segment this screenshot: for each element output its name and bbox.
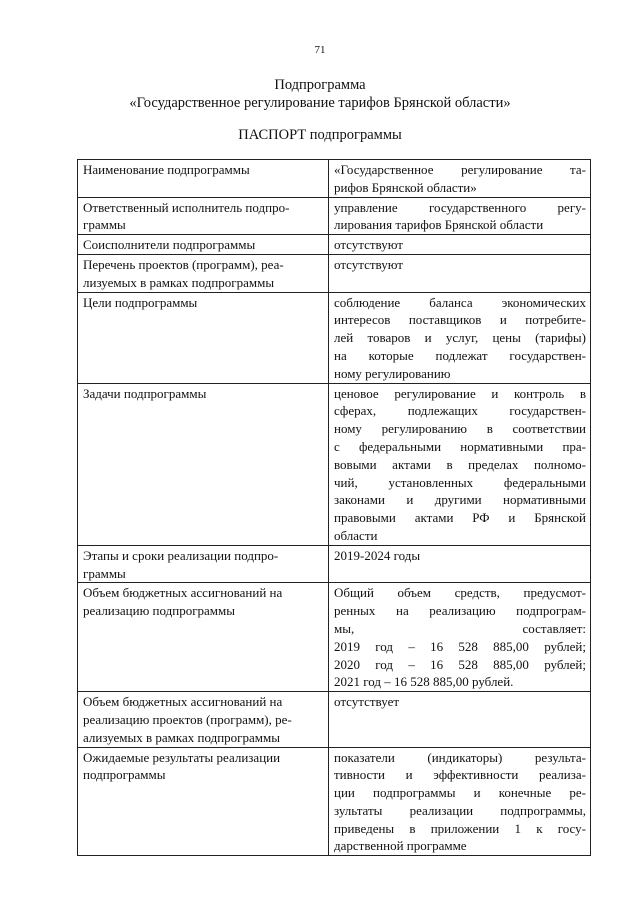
table-row: [78, 747, 591, 856]
row-value-line: управление государственного регу-: [334, 199, 586, 215]
row-value-cell: [329, 160, 591, 198]
row-value-line: ции подпрограммы и конечные ре-: [334, 785, 586, 801]
row-value-line: 2019 год – 16 528 885,00 рублей;: [334, 638, 586, 654]
row-value-line: тивности и эффективности реализа-: [334, 767, 586, 783]
row-label-cell: [78, 692, 329, 747]
row-value-line: отсутствует: [334, 694, 400, 710]
page-number: 71: [314, 44, 326, 56]
row-label-line: Соисполнители подпрограммы: [83, 237, 256, 253]
row-label-cell: [78, 583, 329, 692]
row-label-line: Перечень проектов (программ), реа-: [83, 256, 284, 272]
row-label-line: граммы: [83, 565, 126, 581]
row-label-line: Цели подпрограммы: [83, 294, 198, 310]
row-value-line: отсутствуют: [334, 237, 403, 253]
title-line-1: Подпрограмма: [274, 77, 366, 93]
row-value-cell: [329, 292, 591, 383]
row-value-cell: [329, 254, 591, 292]
row-label-line: реализацию проектов (программ), ре-: [83, 711, 292, 727]
row-value-line: ренных на реализацию подпрограм-: [334, 603, 586, 619]
row-value-line: рифов Брянской области»: [334, 179, 477, 195]
row-label-cell: [78, 545, 329, 583]
row-label-cell: [78, 292, 329, 383]
row-value-cell: [329, 383, 591, 545]
row-value-cell: [329, 692, 591, 747]
table-row: [78, 197, 591, 235]
row-value-line: дарственной программе: [334, 838, 467, 854]
row-value-line: лирования тарифов Брянской области: [334, 217, 544, 233]
row-value-line: правовыми актами РФ и Брянской: [334, 510, 586, 526]
passport-table-body: [78, 160, 591, 856]
row-value-line: интересов поставщиков и потребите-: [334, 312, 586, 328]
row-value-cell: [329, 747, 591, 856]
row-value-cell: [329, 235, 591, 255]
row-value-line: мы, составляет:: [334, 620, 586, 636]
table-row: [78, 292, 591, 383]
row-label-line: Ожидаемые результаты реализации: [83, 749, 281, 765]
row-value-line: лей товаров и услуг, цены (тарифы): [334, 330, 586, 346]
row-value-line: приведены в приложении 1 к госу-: [334, 820, 586, 836]
row-label-line: ализуемых в рамках подпрограммы: [83, 729, 280, 745]
row-value-line: на которые подлежат государствен-: [334, 347, 586, 363]
table-row: [78, 692, 591, 747]
row-label-cell: [78, 197, 329, 235]
row-label-cell: [78, 254, 329, 292]
passport-table: [77, 159, 591, 856]
row-value-line: 2019-2024 годы: [334, 547, 421, 563]
row-label-line: Этапы и сроки реализации подпро-: [83, 547, 279, 563]
row-label-cell: [78, 235, 329, 255]
row-label-cell: [78, 160, 329, 198]
row-label-line: подпрограммы: [83, 767, 166, 783]
row-value-cell: [329, 545, 591, 583]
row-value-line: вовыми актами в пределах полномо-: [334, 456, 586, 472]
row-value-line: сферах, подлежащих государствен-: [334, 403, 586, 419]
row-value-line: отсутствуют: [334, 256, 403, 272]
passport-heading: ПАСПОРТ подпрограммы: [238, 127, 402, 143]
row-label-line: лизуемых в рамках подпрограммы: [83, 274, 275, 290]
row-value-cell: [329, 583, 591, 692]
row-value-line: 2020 год – 16 528 885,00 рублей;: [334, 656, 586, 672]
table-row: [78, 235, 591, 255]
table-row: [78, 383, 591, 545]
row-value-line: 2021 год – 16 528 885,00 рублей.: [334, 674, 514, 690]
row-value-line: с федеральными нормативными пра-: [334, 438, 586, 454]
row-value-line: ценовое регулирование и контроль в: [334, 385, 586, 401]
table-row: [78, 545, 591, 583]
table-row: [78, 583, 591, 692]
row-label-line: Ответственный исполнитель подпро-: [83, 199, 290, 215]
row-value-line: чий, установленных федеральными: [334, 474, 586, 490]
row-value-line: ному регулированию: [334, 365, 451, 381]
row-value-line: Общий объем средств, предусмот-: [334, 585, 586, 601]
row-label-cell: [78, 747, 329, 856]
row-label-line: Объем бюджетных ассигнований на: [83, 694, 283, 710]
row-value-line: законами и другими нормативными: [334, 492, 586, 508]
row-value-line: показатели (индикаторы) результа-: [334, 749, 586, 765]
subprogram-title: [0, 76, 640, 112]
row-label-line: Объем бюджетных ассигнований на: [83, 585, 283, 601]
table-row: [78, 254, 591, 292]
row-value-line: «Государственное регулирование та-: [334, 162, 586, 177]
row-value-line: ному регулированию в соответствии: [334, 421, 586, 437]
title-line-2: «Государственное регулирование тарифов Брянской области»: [129, 95, 511, 111]
row-label-cell: [78, 383, 329, 545]
row-value-cell: [329, 197, 591, 235]
row-value-line: соблюдение баланса экономических: [334, 294, 586, 310]
row-label-line: Наименование подпрограммы: [83, 162, 250, 177]
row-value-line: зультаты реализации подпрограммы,: [334, 802, 586, 818]
row-label-line: Задачи подпрограммы: [83, 385, 207, 401]
row-value-line: области: [334, 527, 378, 543]
table-row: [78, 160, 591, 198]
row-label-line: граммы: [83, 217, 126, 233]
row-label-line: реализацию подпрограммы: [83, 603, 235, 619]
